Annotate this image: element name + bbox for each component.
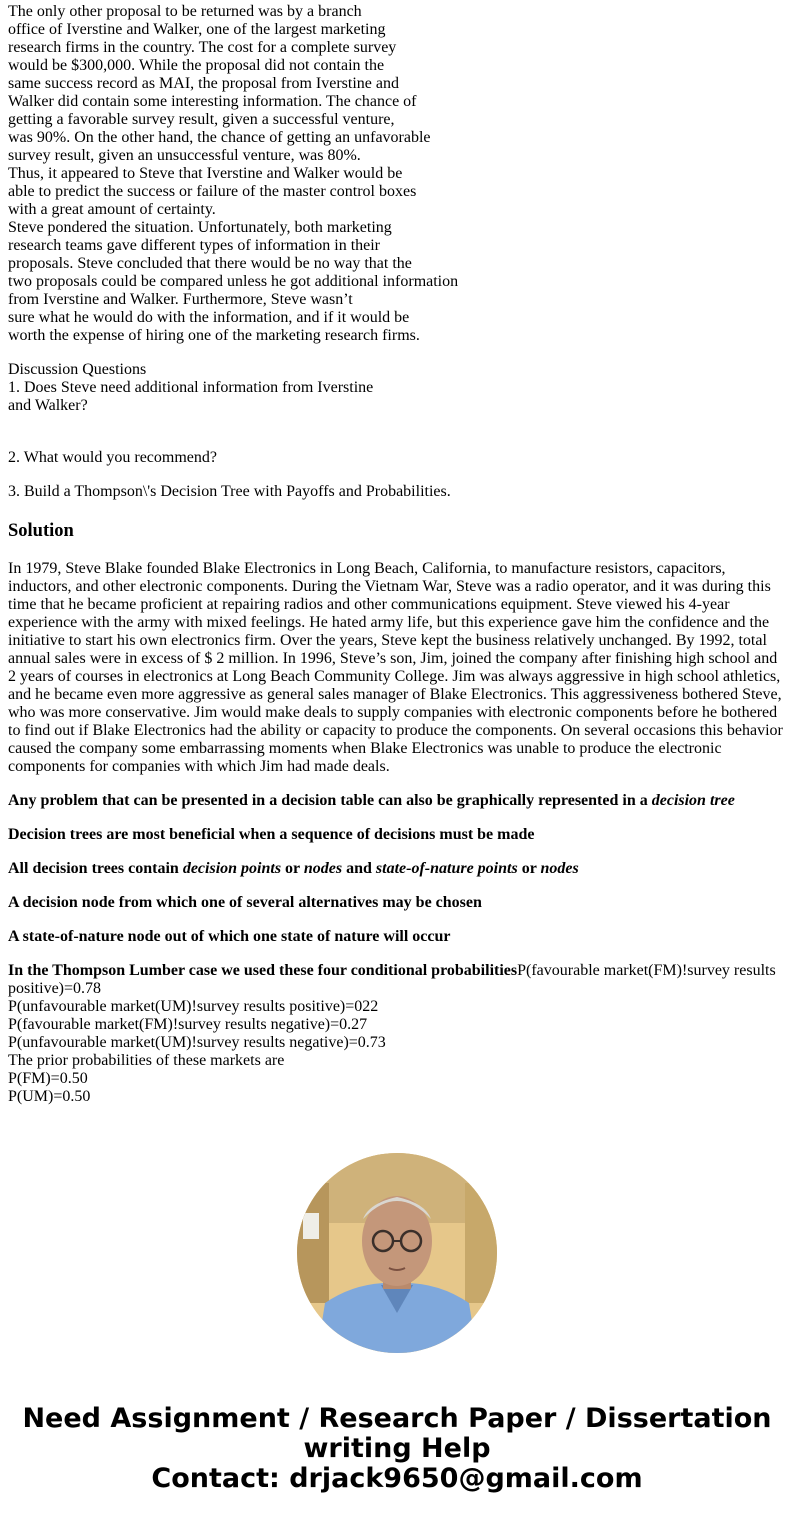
case-line: Steve pondered the situation. Unfortunately, both marketing xyxy=(8,219,392,236)
case-line: able to predict the success or failure of the master control boxes xyxy=(8,183,417,200)
prior-fm: P(FM)=0.50 xyxy=(8,1070,88,1087)
sequence-point: Decision trees are most beneficial when a sequence of decisions must be made xyxy=(8,826,535,843)
avatar-portrait-icon xyxy=(297,1153,497,1353)
case-line: getting a favorable survey result, given a successful venture, xyxy=(8,111,395,128)
question-2: 2. What would you recommend? xyxy=(8,449,217,466)
decision-tree-point: Any problem that can be presented in a decision table can also be graphically represented in a decision tree xyxy=(8,792,735,809)
case-line: office of Iverstine and Walker, one of the largest marketing xyxy=(8,21,386,38)
document-page xyxy=(8,3,786,1106)
case-line: from Iverstine and Walker. Furthermore, Steve wasn’t xyxy=(8,291,353,308)
solution-intro: In 1979, Steve Blake founded Blake Electronics in Long Beach, California, to manufacture resistors, capacitors, inductors, and other electronic components. During the Vietnam War, Steve was a radio operator, and it was during this time that he became proficient at repairing radios and other communications equipment. Steve viewed his 4-year experience with the army with mixed feelings. He hated army life, but this experience gave him the confidence and the initiative to start his own electronics firm. Over the years, Steve kept the business relatively unchanged. By 1992, total annual sales were in excess of $ 2 million. In 1996, Steve’s son, Jim, joined the company after finishing high school and 2 years of courses in electronics at Long Beach Community College. Jim was always aggressive in high school athletics, and he became even more aggressive as general sales manager of Blake Electronics. This aggressiveness bothered Steve, who was more conservative. Jim would make deals to supply companies with electronic components before he bothered to find out if Blake Electronics had the ability or capacity to produce the components. On several occasions this behavior caused the company some embarrassing moments when Blake Electronics was unable to produce the electronic components for companies with which Jim had made deals. xyxy=(8,560,783,775)
prior-label: The prior probabilities of these markets are xyxy=(8,1052,285,1069)
case-line: Walker did contain some interesting information. The chance of xyxy=(8,93,417,110)
case-line: sure what he would do with the information, and if it would be xyxy=(8,309,410,326)
case-line: would be $300,000. While the proposal did not contain the xyxy=(8,57,385,74)
question-1: 1. Does Steve need additional information from Iverstine xyxy=(8,379,374,396)
case-line: research teams gave different types of information in their xyxy=(8,237,381,254)
case-line: with a great amount of certainty. xyxy=(8,201,216,218)
decision-node-point: A decision node from which one of several alternatives may be chosen xyxy=(8,894,482,911)
prior-um: P(UM)=0.50 xyxy=(8,1088,91,1105)
discussion-heading: Discussion Questions xyxy=(8,361,147,378)
author-avatar xyxy=(297,1153,497,1353)
case-line: The only other proposal to be returned was by a branch xyxy=(8,3,362,20)
probability-line: P(unfavourable market(UM)!survey results negative)=0.73 xyxy=(8,1034,386,1051)
question-3: 3. Build a Thompson\'s Decision Tree with Payoffs and Probabilities. xyxy=(8,483,451,500)
state-node-point: A state-of-nature node out of which one state of nature will occur xyxy=(8,928,451,945)
case-line: two proposals could be compared unless he got additional information xyxy=(8,273,459,290)
nodes-point: All decision trees contain decision points or nodes and state-of-nature points or nodes xyxy=(8,860,579,877)
case-line: research firms in the country. The cost for a complete survey xyxy=(8,39,397,56)
case-text xyxy=(8,3,786,345)
contact-banner xyxy=(0,1404,794,1494)
case-line: Thus, it appeared to Steve that Iverstine and Walker would be xyxy=(8,165,403,182)
contact-line-1: Need Assignment / Research Paper / Dissertation xyxy=(22,1403,772,1434)
case-line: proposals. Steve concluded that there would be no way that the xyxy=(8,255,412,272)
probability-line: P(favourable market(FM)!survey results negative)=0.27 xyxy=(8,1016,368,1033)
probabilities-intro: In the Thompson Lumber case we used these four conditional probabilitiesP(favourable market(FM)!survey results positive)=0.78 xyxy=(8,962,776,997)
question-1-continued: and Walker? xyxy=(8,397,88,414)
case-line: was 90%. On the other hand, the chance of getting an unfavorable xyxy=(8,129,431,146)
case-line: same success record as MAI, the proposal from Iverstine and xyxy=(8,75,399,92)
solution-heading: Solution xyxy=(8,521,74,541)
contact-email: Contact: drjack9650@gmail.com xyxy=(151,1463,643,1494)
case-line: survey result, given an unsuccessful venture, was 80%. xyxy=(8,147,361,164)
case-line: worth the expense of hiring one of the marketing research firms. xyxy=(8,327,420,344)
discussion-questions xyxy=(8,361,786,501)
contact-line-2: writing Help xyxy=(303,1433,491,1464)
probability-line: P(unfavourable market(UM)!survey results positive)=022 xyxy=(8,998,379,1015)
probabilities-block xyxy=(8,962,786,1106)
